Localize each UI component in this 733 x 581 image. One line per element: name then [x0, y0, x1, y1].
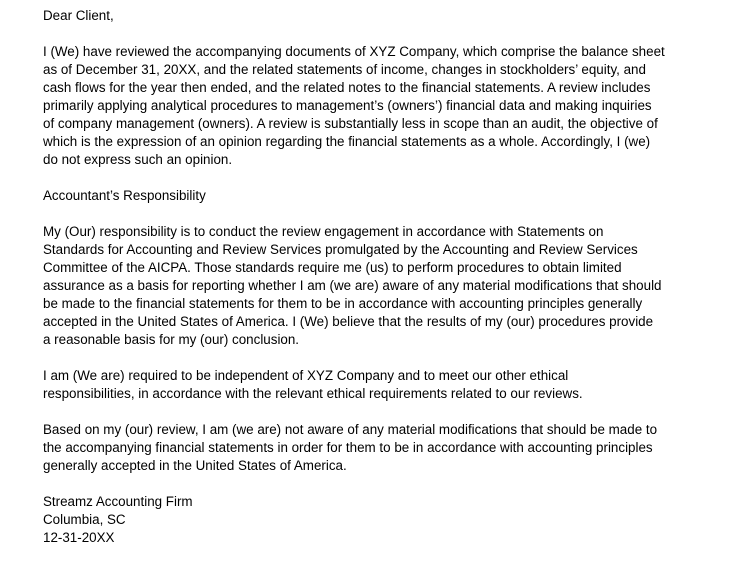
conclusion-paragraph [43, 421, 683, 475]
responsibility-line: assurance as a basis for reporting whether I am (we are) aware of any material modifications that should [43, 278, 662, 293]
spacer [43, 475, 683, 493]
intro-line: as of December 31, 20XX, and the related statements of income, changes in stockholders’ equity, and [43, 62, 646, 77]
spacer [43, 349, 683, 367]
responsibility-line: be made to the financial statements for them to be in accordance with accounting principles generally [43, 296, 643, 311]
intro-line: which is the expression of an opinion regarding the financial statements as a whole. Accordingly, I (we) [43, 134, 651, 149]
section-heading-text: Accountant’s Responsibility [43, 188, 206, 203]
conclusion-line: Based on my (our) review, I am (we are) not aware of any material modifications that should be made to [43, 422, 658, 437]
conclusion-line: generally accepted in the United States of America. [43, 458, 347, 473]
independence-line: I am (We are) required to be independent of XYZ Company and to meet our other ethical [43, 368, 569, 383]
spacer [43, 25, 683, 43]
section-heading [43, 187, 683, 205]
spacer [43, 205, 683, 223]
responsibility-line: My (Our) responsibility is to conduct the review engagement in accordance with Statements on [43, 224, 604, 239]
responsibility-line: Committee of the AICPA. Those standards require me (us) to perform procedures to obtain limited [43, 260, 622, 275]
responsibility-paragraph [43, 223, 683, 349]
independence-line: responsibilities, in accordance with the relevant ethical requirements related to our reviews. [43, 386, 583, 401]
intro-paragraph [43, 43, 683, 169]
signature-block [43, 493, 683, 547]
salutation [43, 7, 683, 25]
responsibility-line: accepted in the United States of America. I (We) believe that the results of my (our) procedures provide [43, 314, 654, 329]
spacer [43, 169, 683, 187]
salutation-text: Dear Client, [43, 8, 114, 23]
review-report-letter [43, 0, 683, 547]
intro-line: of company management (owners). A review is substantially less in scope than an audit, the objective of [43, 116, 658, 131]
firm-location: Columbia, SC [43, 512, 126, 527]
firm-name: Streamz Accounting Firm [43, 494, 193, 509]
intro-line: I (We) have reviewed the accompanying documents of XYZ Company, which comprise the balance sheet [43, 44, 665, 59]
spacer [43, 403, 683, 421]
intro-line: primarily applying analytical procedures to management’s (owners’) financial data and making inquiries [43, 98, 652, 113]
report-date: 12-31-20XX [43, 530, 115, 545]
responsibility-line: Standards for Accounting and Review Services promulgated by the Accounting and Review Services [43, 242, 638, 257]
intro-line: cash flows for the year then ended, and the related notes to the financial statements. A review includes [43, 80, 651, 95]
conclusion-line: the accompanying financial statements in order for them to be in accordance with accounting principles [43, 440, 653, 455]
independence-paragraph [43, 367, 683, 403]
intro-line: do not express such an opinion. [43, 152, 233, 167]
responsibility-line: a reasonable basis for my (our) conclusion. [43, 332, 300, 347]
